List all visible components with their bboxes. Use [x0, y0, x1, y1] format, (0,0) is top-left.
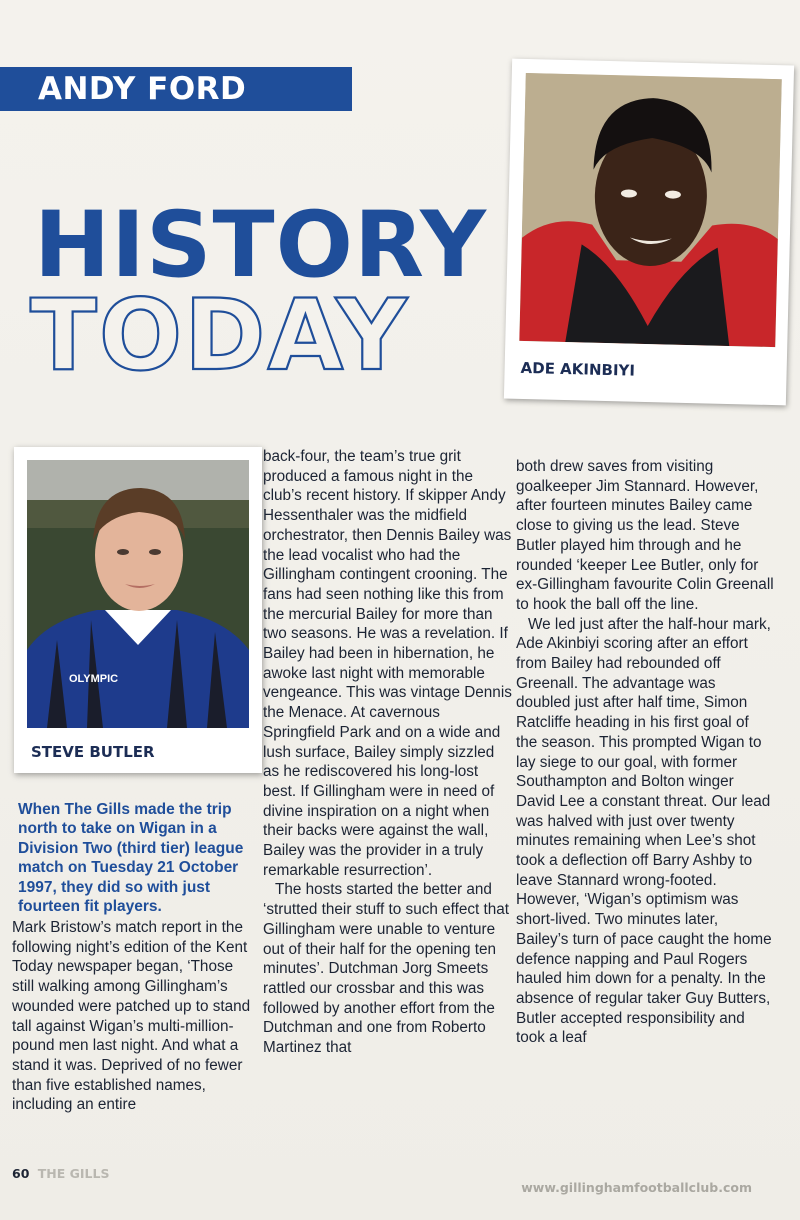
- ade-akinbiyi-photo: [519, 73, 781, 347]
- intro-paragraph: When The Gills made the trip north to take on Wigan in a Division Two (third tier) league match on Tuesday 21 October 1997, they did so with just fourteen fit players.: [18, 801, 244, 916]
- article-paragraph: both drew saves from visiting goalkeeper Jim Stannard. However, after fourteen minutes Bailey came close to giving us the lead. Steve Butler played him through and he rounded ‘keeper Lee Butler, only for ex-Gillingham favourite Colin Greenall to hook the ball off the line.: [516, 458, 774, 613]
- shirt-sponsor-text: OLYMPIC: [69, 673, 119, 685]
- article-column-1: [12, 918, 256, 1115]
- article-paragraph: We led just after the half-hour mark, Ade Akinbiyi scoring after an effort from Bailey had rebounded off Greenall. The advantage was doubled just after half time, Simon Ratcliffe heading in his first goal of the season. This prompted Wigan to lay siege to our goal, with former Southampton and Bolton winger David Lee a constant threat. Our lead was halved with just over twenty minutes remaining when Lee’s shot took a deflection off Barry Ashby to leave Stannard wrong-footed. However, ‘Wigan’s optimism was short-lived. Two minutes later, Bailey’s turn of pace caught the home defence napping and Paul Rogers hauled him down for a penalty. In the absence of regular taker Guy Butters, Butler accepted responsibility and took a leaf: [516, 615, 772, 1047]
- photo-card-steve-butler: [14, 447, 262, 773]
- article-column-2: [263, 447, 513, 1058]
- article-paragraph: Mark Bristow’s match report in the following night’s edition of the Kent Today newspaper began, ‘Those still walking among Gillingham’s wounded were patched up to stand tall against Wigan’s multi-million-pound men last night. And what a stand it was. Deprived of no fewer than five established names, including an entire: [12, 919, 251, 1114]
- steve-butler-photo: [27, 460, 249, 728]
- ade-akinbiyi-caption: ADE AKINBIYI: [520, 358, 636, 380]
- article-paragraph: back-four, the team’s true grit produced a famous night in the club’s recent history. If skipper Andy Hessenthaler was the midfield orchestrator, then Dennis Bailey was the lead vocalist who had the Gillingham contingent crooning. The fans had seen nothing like this from the mercurial Bailey for more than two seasons. He was a revelation. If Bailey had been in hibernation, he awoke last night with memorable vengeance. This was vintage Dennis the Menace. At cavernous Springfield Park and on a wide and lush surface, Bailey simply sizzled as he rediscovered his long-lost best. If Gillingham were in need of divine inspiration on a night when their backs were against the wall, Bailey was the provider in a truly remarkable resurrection’.: [263, 448, 512, 879]
- author-banner: [0, 67, 352, 111]
- steve-butler-caption: STEVE BUTLER: [31, 743, 155, 761]
- headline-today: TODAY: [30, 279, 409, 393]
- page-number: 60: [12, 1166, 30, 1181]
- article-paragraph: The hosts started the better and ‘strutted their stuff to such effect that Gillingham were unable to venture out of their half for the opening ten minutes’. Dutchman Jorg Smeets rattled our crossbar and this was followed by another effort from the Dutchman and one from Roberto Martinez that: [263, 881, 510, 1057]
- player-portrait-icon: [519, 73, 781, 347]
- headline-history: HISTORY: [34, 193, 487, 298]
- player-portrait-icon: [27, 460, 249, 728]
- page-footer-left: [12, 1166, 110, 1181]
- magazine-name: THE GILLS: [37, 1166, 110, 1181]
- author-name: ANDY FORD: [38, 71, 247, 107]
- photo-card-ade-akinbiyi: [504, 59, 794, 406]
- article-column-3: [516, 457, 774, 1048]
- website-url: www.gillinghamfootballclub.com: [521, 1180, 752, 1195]
